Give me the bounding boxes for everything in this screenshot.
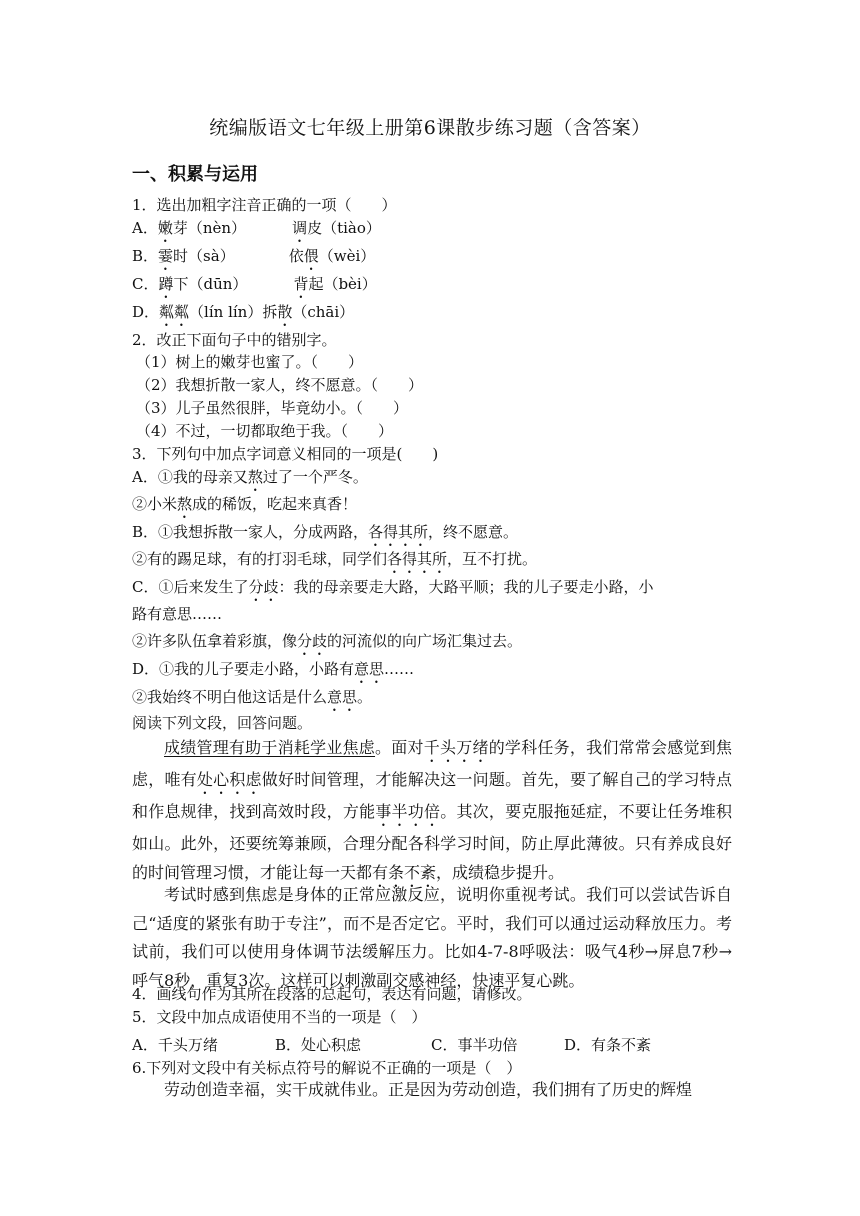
option-b: B．处心积虑	[275, 1036, 362, 1054]
q3-option-d2	[132, 686, 372, 715]
dotted-word: 分歧	[248, 578, 279, 596]
text: 过了一个严冬。	[262, 468, 368, 486]
option-label: B．	[132, 247, 159, 265]
option-text: 依	[288, 247, 304, 265]
dotted-char: 嫩	[157, 219, 173, 237]
dotted-word: 各得其所	[387, 550, 448, 568]
dotted-idiom: 千头万绪	[423, 738, 489, 757]
dotted-word: 熬	[247, 468, 263, 486]
option-label: D．	[132, 303, 160, 321]
text: ②许多队伍拿着彩旗，像	[132, 632, 298, 650]
q3-option-c1	[132, 576, 654, 605]
text: ②小米	[132, 495, 178, 513]
question-5-stem: 5．文段中加点成语使用不当的一项是（ ）	[132, 1008, 427, 1026]
text: ……	[384, 660, 415, 678]
q2-item: （2）我想折散一家人，终不愿意。（ ）	[136, 376, 424, 394]
reading-intro: 阅读下列文段，回答问题。	[132, 714, 313, 732]
q1-option-b	[132, 245, 375, 274]
q3-option-d1	[132, 658, 414, 687]
dotted-char: 蹲	[158, 275, 174, 293]
q3-option-b1	[132, 521, 518, 550]
option-c: C．事半功倍	[431, 1036, 518, 1054]
option-text: （wèi）	[318, 247, 376, 265]
option-text: 起（bèi）	[308, 275, 377, 293]
dotted-char: 偎	[303, 247, 319, 265]
text: 。其次，要克服拖延症，不要让任务堆积如山。此外，还要统筹兼顾，合理分配各科学习时间，防止厚此薄彼。只有养成良好的时间管理习惯，才能让每一天都	[132, 802, 732, 882]
option-text: 下（dūn）	[173, 275, 248, 293]
text: 。	[357, 688, 373, 706]
text: ，互不打扰。	[447, 550, 538, 568]
dotted-char: 粼粼	[159, 303, 190, 321]
q1-option-d	[132, 301, 354, 330]
text: B．①我想拆散一家人，分成两路，	[132, 523, 369, 541]
q3-option-c1-cont: 路有意思……	[132, 605, 223, 623]
dotted-idiom: 事半功倍	[375, 802, 441, 821]
document-title: 统编版语文七年级上册第6课散步练习题（含答案）	[209, 117, 651, 139]
q2-item: （4）不过，一切都取绝于我。（ ）	[136, 422, 394, 440]
q5-options	[132, 1034, 651, 1056]
text: ②我始终不明白他这话是什么	[132, 688, 328, 706]
text: ，终不愿意。	[428, 523, 519, 541]
text: ：我的母亲要走大路，大路平顺；我的儿子要走小路，小	[278, 578, 654, 596]
option-d: D．有条不紊	[564, 1036, 652, 1054]
option-text: 芽（nèn）	[172, 219, 247, 237]
text: 的河流似的向广场汇集过去。	[327, 632, 523, 650]
dotted-word: 熬	[177, 495, 193, 513]
option-label: A．	[132, 219, 158, 237]
option-text: （chāi）	[292, 303, 355, 321]
dotted-word: 分歧	[297, 632, 328, 650]
text: ②有的踢足球，有的打羽毛球，同学们	[132, 550, 388, 568]
question-2-stem: 2．改正下面句子中的错别字。	[132, 331, 337, 349]
q3-option-a1	[132, 466, 368, 495]
text: 成的稀饭，吃起来真香！	[192, 495, 358, 513]
text: 。面对	[375, 738, 424, 757]
dotted-idiom: 有条不紊	[372, 862, 437, 882]
q1-option-c	[132, 273, 377, 302]
text: D．①我的儿子要走小路，小路有	[132, 660, 355, 678]
text: 的学科任务，我们常常会感觉到焦虑，唯有	[132, 738, 732, 789]
q2-item: （3）儿子虽然很胖，毕竟幼小。（ ）	[136, 399, 409, 417]
q1-option-a	[132, 217, 381, 246]
dotted-idiom: 处心积虑	[196, 770, 262, 789]
question-3-stem: 3．下列句中加点字词意义相同的一项是( )	[132, 445, 439, 463]
option-text: 拆	[262, 303, 278, 321]
option-text: 时（sà）	[173, 247, 235, 265]
option-text: 皮（tiào）	[307, 219, 381, 237]
passage-2-paragraph: 劳动创造幸福，实干成就伟业。正是因为劳动创造，我们拥有了历史的辉煌	[164, 1080, 693, 1099]
question-4: 4．画线句作为其所在段落的总起句，表达有问题，请修改。	[132, 985, 532, 1003]
q3-option-b2	[132, 548, 537, 577]
passage-paragraph-2: 考试时感到焦虑是身体的正常应激反应，说明你重视考试。我们可以尝试告诉自己“适度的紧张有助于专注”，而不是否定它。平时，我们可以通过运动释放压力。考试前，我们可以使用身体调节法缓解压力。比如4-7-8呼吸法：吸气4秒→屏息7秒→呼气8秒，重复3次。这样可以刺激副交感神经，快速平复心跳。	[132, 885, 732, 990]
underlined-sentence: 成绩管理有助于消耗学业焦虑	[164, 738, 376, 757]
q3-option-c2	[132, 630, 522, 659]
question-6: 6.下列对文段中有关标点符号的解说不正确的一项是（ ）	[132, 1059, 522, 1077]
dotted-char: 调	[292, 219, 308, 237]
text: A．①我的母亲又	[132, 468, 248, 486]
dotted-word: 意思	[354, 660, 385, 678]
option-a: A．千头万绪	[132, 1036, 218, 1054]
dotted-char: 散	[277, 303, 293, 321]
text: ，成绩稳步提升。	[436, 862, 565, 882]
option-text: （lín lín）	[189, 303, 263, 321]
passage-paragraph-1	[132, 734, 732, 891]
dotted-char: 霎	[158, 247, 174, 265]
text: C．①后来发生了	[132, 578, 249, 596]
q2-item: （1）树上的嫩芽也蜜了。（ ）	[136, 353, 364, 371]
q3-option-a2	[132, 493, 357, 522]
dotted-word: 各得其所	[368, 523, 429, 541]
option-label: C．	[132, 275, 159, 293]
dotted-char: 背	[293, 275, 309, 293]
text: 做好时间管理，才能解决这一问题。首先，要了解自己的学习特点和作息规律，找到高效时段，方能	[132, 770, 732, 821]
dotted-word: 意思	[327, 688, 358, 706]
question-1-stem: 1．选出加粗字注音正确的一项（ ）	[132, 196, 397, 214]
section-heading: 一、积累与运用	[132, 164, 258, 185]
